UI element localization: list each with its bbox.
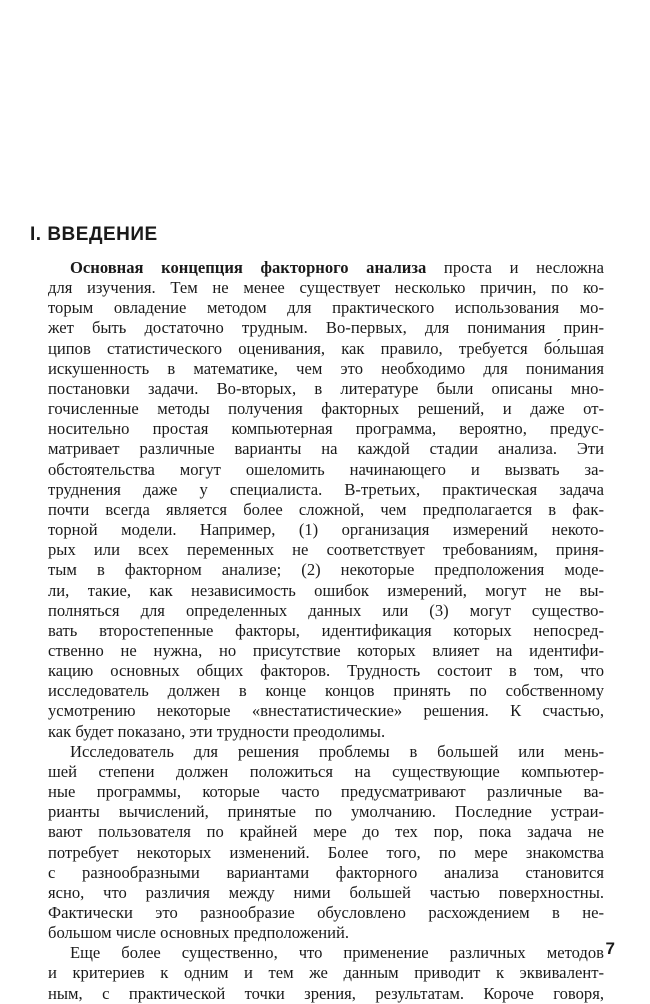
text-line: исследователь должен в конце концов принять по собственному [48,681,604,701]
text-line: Еще более существенно, что применение различных методов [70,943,604,963]
text-line: Фактически это разнообразие обусловлено расхождением в не- [48,903,604,922]
text-line: рианты вычислений, принятые по умолчанию. Последние устраи- [48,802,604,822]
chapter-heading: I. ВВЕДЕНИЕ [30,224,158,245]
text-line: искушенность в математике, чем это необходимо для понимания [48,358,604,378]
text-line: и критериев к одним и тем же данным приводит к эквивалент- [48,963,604,983]
text-line: ясно, что различия между ними большей частью поверхностны. [48,882,604,902]
text-line: полняться для определенных данных или (3) могут существо- [48,600,604,620]
text-line: ципов статистического оценивания, как правило, требуется бо́льшая [48,338,604,358]
paragraph-1 [48,258,604,742]
text-line: обстоятельства могут ошеломить начинающего и вызвать за- [48,459,604,479]
text-line: постановки задачи. Во-вторых, в литературе были описаны мно- [48,378,604,398]
text-line: Исследователь для решения проблемы в большей или мень- [70,741,604,761]
text-line: усмотрению некоторые «внестатистические» решения. К счастью, [48,701,604,721]
text-line: ственно не нужна, но присутствие которых влияет на идентифи- [48,640,604,660]
text-line: кацию основных общих факторов. Трудность состоит в том, что [48,661,604,681]
text-line: шей степени должен положиться на существующие компьютер- [48,761,604,781]
text-line: для изучения. Тем не менее существует несколько причин, по ко- [48,278,604,298]
text-line: тым в факторном анализе; (2) некоторые предположения моде- [48,560,604,580]
text-line: ным, с практической точки зрения, результатам. Короче говоря, [48,983,604,1003]
paragraph-2 [48,742,604,944]
text-line: рых или всех переменных не соответствует требованиям, приня- [48,540,604,560]
text-line: труднения даже у специалиста. В-третьих, практическая задача [48,479,604,499]
text-line: торым овладение методом для практического использования мо- [48,298,604,318]
text-line: потребует некоторых изменений. Более того, по мере знакомства [48,842,604,862]
text-line: жет быть достаточно трудным. Во-первых, для понимания прин- [48,318,604,338]
text-line: почти всегда является более сложной, чем предполагается в фак- [48,499,604,519]
text-line: гочисленные методы получения факторных решений, и даже от- [48,399,604,419]
text-line: вать второстепенные факторы, идентификация которых непосред- [48,620,604,640]
text-line: ли, такие, как независимость ошибок измерений, могут не вы- [48,580,604,600]
lead-phrase: Основная концепция факторного анализа [70,258,427,277]
text-line: как будет показано, эти трудности преодолимы. [48,721,386,741]
text-line: торной модели. Например, (1) организация измерений некото- [48,520,604,540]
text-line: Основная концепция факторного анализа проста и несложна [70,258,604,277]
text-line: вают пользователя по крайней мере до тех пор, пока задача не [48,822,604,842]
text-line: с разнообразными вариантами факторного анализа становится [48,862,604,882]
text-line: большом числе основных предположений. [48,923,350,943]
body-text [48,258,604,1004]
page-number: 7 [605,939,615,958]
paragraph-3 [48,943,604,1003]
text-line: матривает различные варианты на каждой стадии анализа. Эти [48,439,604,459]
text-line: ные программы, которые часто предусматривают различные ва- [48,782,604,802]
text-line: носительно простая компьютерная программа, вероятно, предус- [48,419,604,439]
